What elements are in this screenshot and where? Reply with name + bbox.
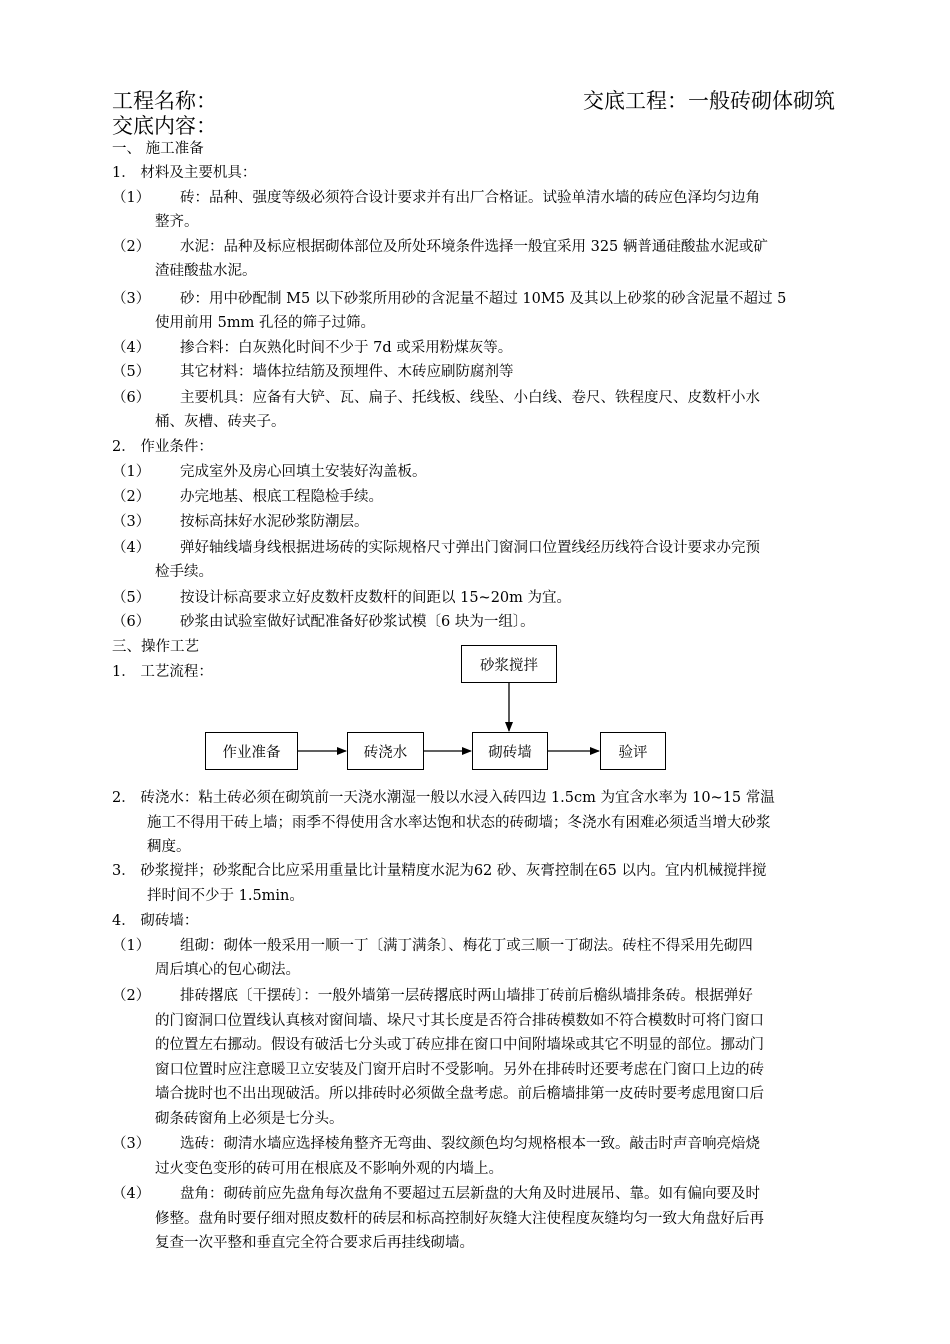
paragraph-line: 施工不得用干砖上墙；雨季不得使用含水率达饱和状态的砖砌墙；冬浇水有困难必须适当增大砂浆 — [147, 815, 771, 831]
item-text: 完成室外及房心回填土安装好沟盖板。 — [180, 464, 427, 480]
item-text: 砖：品种、强度等级必须符合设计要求并有出厂合格证。试验单清水墙的砖应色泽均匀边角 — [180, 190, 760, 206]
item-mark: （5） — [112, 590, 151, 606]
item-text: 按设计标高要求立好皮数杆皮数杆的间距以 15~20m 为宜。 — [180, 590, 572, 606]
item-mark: （1） — [112, 464, 151, 480]
paragraph-line: 3． 砂浆搅拌；砂浆配合比应采用重量比计量精度水泥为62 砂、灰膏控制在65 以内。宜内机械搅拌搅 — [112, 863, 767, 879]
item-mark: （6） — [112, 614, 151, 630]
section-title: 一、 施工准备 — [112, 141, 204, 157]
item-mark: （3） — [112, 1136, 151, 1152]
item-text: 办完地基、根底工程隐检手续。 — [180, 489, 383, 505]
flow-node-mortar-mixing: 砂浆搅拌 — [461, 645, 557, 683]
handover-content-label: 交底内容： — [112, 114, 217, 138]
subsection-title: 1． 工艺流程： — [112, 664, 213, 680]
item-text: 砂浆由试验室做好试配准备好砂浆试模〔6 块为一组〕。 — [180, 614, 535, 630]
item-text-continued: 使用前用 5mm 孔径的筛子过筛。 — [155, 315, 375, 331]
item-mark: （2） — [112, 239, 151, 255]
item-text: 排砖撂底〔干摆砖〕：一般外墙第一层砖撂底时两山墙排丁砖前后檐纵墙排条砖。根据弹好 — [180, 988, 753, 1004]
item-mark: （4） — [112, 540, 151, 556]
item-mark: （6） — [112, 390, 151, 406]
item-text: 弹好轴线墙身线根据进场砖的实际规格尺寸弹出门窗洞口位置线经历线符合设计要求办完预 — [180, 540, 760, 556]
item-text-continued: 墙合拢时也不出出现破活。所以排砖时必须做全盘考虑。前后檐墙排第一皮砖时要考虑甩窗口后 — [155, 1086, 764, 1102]
item-text: 选砖：砌清水墙应选择棱角整齐无弯曲、裂纹颜色均匀规格根本一致。敲击时声音响亮焙烧 — [180, 1136, 760, 1152]
item-text: 盘角：砌砖前应先盘角每次盘角不要超过五层新盘的大角及时进展吊、靠。如有偏向要及时 — [180, 1186, 760, 1202]
subsection-title: 2． 作业条件： — [112, 439, 213, 455]
item-text-continued: 桶、灰槽、砖夹子。 — [155, 414, 286, 430]
item-text-continued: 的位置左右挪动。假设有破活七分头或丁砖应排在窗口中间附墙垛或其它不明显的部位。挪动门 — [155, 1037, 764, 1053]
item-text-continued: 整齐。 — [155, 214, 199, 230]
item-text: 按标高抹好水泥砂浆防潮层。 — [180, 514, 369, 530]
project-name-label: 工程名称： — [112, 89, 217, 113]
item-text: 主要机具：应备有大铲、瓦、扁子、托线板、线坠、小白线、卷尺、铁程度尺、皮数杆小水 — [180, 390, 760, 406]
item-mark: （1） — [112, 190, 151, 206]
subsection-title: 1． 材料及主要机具： — [112, 165, 257, 181]
item-text: 砂：用中砂配制 M5 以下砂浆所用砂的含泥量不超过 10M5 及其以上砂浆的砂含泥量不超过 5 — [180, 291, 787, 307]
flow-node-inspection: 验评 — [600, 732, 666, 770]
item-text: 其它材料：墙体拉结筋及预埋件、木砖应刷防腐剂等 — [180, 364, 514, 380]
item-text: 组砌：砌体一般采用一顺一丁〔满丁满条〕、梅花丁或三顺一丁砌法。砖柱不得采用先砌四 — [180, 938, 753, 954]
item-text-continued: 窗口位置时应注意暖卫立安装及门窗开启时不受影响。另外在排砖时还要考虑在门窗口上边的砖 — [155, 1062, 764, 1078]
item-text: 掺合料：白灰熟化时间不少于 7d 或采用粉煤灰等。 — [180, 340, 513, 356]
item-text-continued: 复查一次平整和垂直完全符合要求后再挂线砌墙。 — [155, 1235, 474, 1251]
item-mark: （4） — [112, 1186, 151, 1202]
item-text-continued: 修整。盘角时要仔细对照皮数杆的砖层和标高控制好灰缝大注使程度灰缝均匀一致大角盘好后再 — [155, 1211, 764, 1227]
item-text: 水泥：品种及标应根据砌体部位及所处环境条件选择一般宜采用 325 辆普通硅酸盐水泥或矿 — [180, 239, 768, 255]
item-mark: （4） — [112, 340, 151, 356]
item-mark: （1） — [112, 938, 151, 954]
handover-project-label: 交底工程：一般砖砌体砌筑 — [583, 89, 835, 113]
item-text-continued: 渣硅酸盐水泥。 — [155, 263, 257, 279]
item-mark: （5） — [112, 364, 151, 380]
paragraph-line: 2． 砖浇水：粘土砖必须在砌筑前一天浇水潮湿一般以水浸入砖四边 1.5cm 为宜含水率为 10~15 常温 — [112, 790, 775, 806]
subsection-title: 4． 砌砖墙： — [112, 913, 199, 929]
item-text-continued: 的门窗洞口位置线认真核对窗间墙、垛尺寸其长度是否符合排砖模数如不符合模数时可将门窗口 — [155, 1013, 764, 1029]
item-text-continued: 砌条砖窗角上必须是七分头。 — [155, 1111, 344, 1127]
flow-node-brick-watering: 砖浇水 — [347, 732, 424, 770]
item-mark: （2） — [112, 489, 151, 505]
item-text-continued: 过火变色变形的砖可用在根底及不影响外观的内墙上。 — [155, 1161, 503, 1177]
paragraph-line: 拌时间不少于 1.5min。 — [147, 888, 304, 904]
item-mark: （3） — [112, 514, 151, 530]
section-title: 三、操作工艺 — [112, 639, 199, 655]
item-text-continued: 检手续。 — [155, 564, 213, 580]
item-mark: （2） — [112, 988, 151, 1004]
item-text-continued: 周后填心的包心砌法。 — [155, 962, 300, 978]
paragraph-line: 稠度。 — [147, 839, 191, 855]
flow-node-brick-laying: 砌砖墙 — [472, 732, 548, 770]
item-mark: （3） — [112, 291, 151, 307]
flow-node-preparation: 作业准备 — [205, 732, 298, 770]
